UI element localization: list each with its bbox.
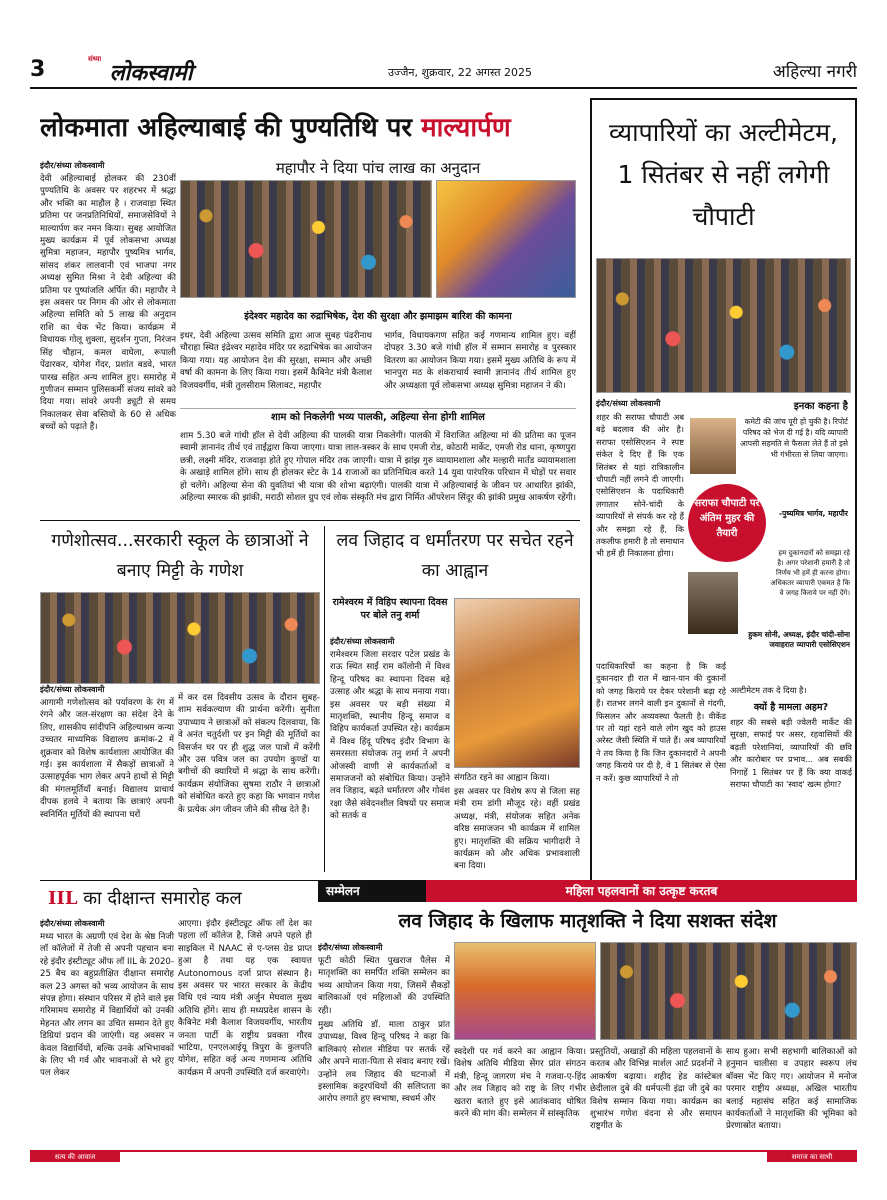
love-subhead: रामेश्वरम में विहिप स्थापना दिवस पर बोले तनु शर्मा — [332, 597, 448, 621]
lead-headline-accent: माल्यार्पण — [421, 113, 511, 143]
lead-photo-left — [180, 180, 432, 298]
love-photo — [454, 598, 580, 768]
love-col2: इस अवसर पर विशेष रूप से जिला सह मंत्री राम डांगी मौजूद रहे। वहीं प्रखंड अध्यक्ष, मंत्री, संयोजक सहित अनेक वरिष्ठ समाजजन भी कार्यक्रम में शामिल हुए। मातृशक्ति की सक्रिय भागीदारी ने कार्यक्रम को और अधिक प्रभावशाली बना दिया। — [454, 787, 580, 872]
traders-byline: इंदौर/संध्या लोकस्वामी — [596, 399, 661, 408]
footer-bar — [30, 1150, 857, 1162]
lead-sub2: शाम को निकलेगी भव्य पालकी, अहिल्या सेना होगी शामिल — [180, 408, 576, 426]
mahila-kicker: महिला पहलवानों का उत्कृष्ट करतब — [426, 880, 857, 902]
iil-col2: आएगा। इंदौर इंस्टीट्यूट ऑफ लॉ देश का पहला लॉ कॉलेज है, जिसे अपने पहले ही साइकिल में NAAC से ए-प्लस ग्रेड प्राप्त हुआ है तथा यह एक स्वायत्त Autonomous दर्जा प्राप्त संस्थान है। इस अवसर पर भारत सरकार के केंद्रीय विधि एवं न्याय मंत्री अर्जुन मेघवाल मुख्य अतिथि होंगे। साथ ही मध्यप्रदेश शासन के कैबिनेट मंत्री कैलाश विजयवर्गीय, भारतीय जनता पार्टी के राष्ट्रीय प्रवक्ता गौरव भाटिया, एनएलआईयू त्रिपुरा के कुलपति योगेश, सहित कई अन्य गणमान्य अतिथि कार्यक्रम में अपनी उपस्थिति दर्ज करवाएंगे। — [178, 919, 312, 1078]
love-caption: संगठित रहने का आह्वान किया। — [454, 773, 550, 783]
traders-quote1: कमेटी की जांच पूरी हो चुकी है। रिपोर्ट परिषद को भेज दी गई है। यदि व्यापारी आपसी सहमति से फैसला लेते हैं तो इसे भी गंभीरता से लिया जाएगा। — [740, 417, 848, 459]
section-title: अहिल्या नगरी — [772, 62, 857, 82]
iil-headline — [48, 884, 310, 914]
love-col1-wrap — [330, 636, 450, 872]
iil-col1-wrap — [40, 918, 174, 1144]
traders-president-photo — [688, 572, 738, 634]
lead-sub1: इंदेश्वर महादेव का रुद्राभिषेक, देश की सुरक्षा और झमाझम बारिश की कामना — [180, 308, 576, 326]
ganesh-col1: आगामी गणेशोत्सव को पर्यावरण के रंग में रंगने और जल-संरक्षण का संदेश देने के लिए, शासकीय सांदीपनि अहिल्याश्रम कन्या उच्चतर माध्यमिक विद्यालय क्रमांक-2 में शुक्रवार को विशेष कार्यशाला आयोजित की गई। इस कार्यशाला में सैकड़ों छात्राओं ने उत्साहपूर्वक भाग लेकर अपने हाथों से मिट्टी की मंगलमूर्तियाँ बनाई। विद्यालय प्राचार्य दीपक हलवे ने बताया कि छात्राएं अपनी स्वनिर्मित मूर्तियों की स्थापना घरों — [40, 698, 174, 820]
mahila-col3: प्रस्तुतियों, अखाड़ों की महिला पहलवानों के करतब और विभिन्न मार्शल आर्ट प्रदर्शनों ने आकर्षण बढ़ाया। शहीद हेड कांस्टेबल छेदीलाल दुबे की धर्मपत्नी इंद्रा जी दुबे का विशेष सम्मान किया गया। कार्यक्रम का शुभारंभ गणेश वंदना से और समापन राष्ट्रगीत के — [590, 1047, 722, 1132]
mahila-col2: स्वदेशी पर गर्व करने का आह्वान किया। विशेष अतिथि मीडिया सेंगर प्रांत संगठन मंत्री, हिन्दू जागरण मंच ने गजवा-ए-हिंद और लव जिहाद को राष्ट्र के लिए गंभीर खतरा बताते हुए इसे आतंकवाद घोषित करने की मांग की। सम्मेलन में सांस्कृतिक — [454, 1047, 586, 1120]
iil-col1: मध्य भारत के अग्रणी एवं देश के श्रेष्ठ निजी लॉ कॉलेजों में तेजी से अपनी पहचान बना रहे इंदौर इंस्टीट्यूट ऑफ लॉ IIL के 2020-25 बैच का बहुप्रतीक्षित दीक्षान्त समारोह कल 23 अगस्त को भव्य आयोजन के साथ संपन्न होगा। संस्थान परिसर में होने वाले इस गरिमामय समारोह में विद्यार्थियों को उनकी मेहनत और लगन का उचित सम्मान देते हुए डिग्रियां प्रदान की जाएंगी। यह अवसर न केवल विद्यार्थियों, बल्कि उनके अभिभावकों के लिए भी गर्व और भावनाओं से भरे हुए पल लेकर — [40, 932, 174, 1079]
iil-headline-text: का दीक्षान्त समारोह कल — [83, 888, 242, 909]
traders-quote-title: इनका कहना है — [793, 401, 848, 412]
traders-badge: सराफा चौपाटी पर अंतिम मुहर की तैयारी — [688, 484, 766, 562]
lead-photo-banner: महापौर ने दिया पांच लाख का अनुदान — [275, 159, 481, 177]
footer-left: सत्य की आवाज — [30, 1152, 120, 1162]
mahila-col1-wrap — [318, 942, 450, 1146]
masthead — [30, 55, 857, 89]
page-number: 3 — [30, 57, 46, 82]
love-col1: रामेश्वरम जिला सरदार पटेल प्रखंड के राऊ स्थित साईं राम कॉलोनी में विश्व हिन्दू परिषद का स्थापना दिवस बड़े उत्साह और श्रद्धा के साथ मनाया गया। इस अवसर पर बड़ी संख्या में मातृशक्ति, स्थानीय हिन्दू समाज व विहिप कार्यकर्ता उपस्थित रहे। कार्यक्रम में विश्व हिंदू परिषद इंदौर विभाग के समरसता संयोजक तनु शर्मा ने अपनी ओजस्वी वाणी से कार्यकर्ताओं व समाजजनों को संबोधित किया। उन्होंने लव जिहाद, बढ़ते धर्मांतरण और गोवंश रक्षा जैसे संवेदनशील विषयों पर समाज को सतर्क व — [330, 650, 450, 822]
iil-headline-acronym: IIL — [48, 888, 78, 909]
ganesh-byline: इंदौर/संध्या लोकस्वामी — [40, 685, 105, 694]
love-byline: इंदौर/संध्या लोकस्वामी — [330, 637, 395, 646]
mahila-photo-stage — [454, 942, 596, 1040]
lead-column — [40, 160, 176, 515]
traders-text1: शहर की सराफा चौपाटी अब बड़े बदलाव की ओर है। सराफा एसोसिएशन ने स्पष्ट संकेत दे दिए हैं कि एक सितंबर से यहां रात्रिकालीन चौपाटी नहीं लगने दी जाएगी। एसोसिएशन के पदाधिकारी लगातार सोने-चांदी के व्यापारियों से संपर्क कर रहे हैं और समझा रहे हैं, कि तकलीफ हमारी है तो समाधान भी हमें ही निकालना होगा। — [596, 412, 684, 559]
lead-sub1-right: भार्गव, विधायकगण सहित कई गणमान्य शामिल हुए। वहीं दोपहर 3.30 बजे गांधी हॉल में सम्मान समारोह व पुरस्कार वितरण का आयोजन किया गया। इसमें मुख्य अतिथि के रूप में भानपुरा मठ के शंकराचार्य स्वामी ज्ञानानंद तीर्थ शामिल हुए और अध्यक्षता पूर्व लोकसभा अध्यक्ष सुमित्रा महाजन ने की। — [384, 331, 576, 391]
lead-col1: देवी अहिल्याबाई होलकर की 230वीं पुण्यतिथि के अवसर पर शहरभर में श्रद्धा और भक्ति का माहौल है । राजवाड़ा स्थित प्रतिमा पर जनप्रतिनिधियों, समाजसेवियों ने माल्यार्पण कर नमन किया। सुबह आयोजित मुख्य कार्यक्रम में पूर्व लोकसभा अध्यक्ष सुमित्रा महाजन, महापौर पुष्यमित्र भार्गव, सांसद शंकर लालवानी एवं भाजपा नगर अध्यक्ष सुमित मिश्रा ने देवी अहिल्या की प्रतिमा पर पुष्पांजलि अर्पित की। महापौर ने इस अवसर पर निगम की ओर से लोकमाता अहिल्या समिति को 5 लाख की अनुदान राशि का चेक भेंट किया। कार्यक्रम में विधायक गोलू शुक्ला, सुदर्शन गुप्ता, निरंजन सिंह चौहान, कमल वाघेला, रूपाली पेंढारकर, योगेश गेंदर, प्रशांत बडवे, भारत पारख सहित अन्य शामिल हुए। समारोह में गुणीजन सम्मान पुलिसकर्मी संजय सांवरे को दिया गया। सांवरे अपनी ड्यूटी से समय निकालकर सेवा बस्तियों के 60 से अधिक बच्चों को पढ़ाते हैं। — [40, 174, 176, 433]
lead-headline-main: लोकमाता अहिल्याबाई की पुण्यतिथि पर — [40, 113, 422, 143]
lead-sub1-left: इधर, देवी अहिल्या उत्सव समिति द्वारा आज सुबह पंढरीनाथ चौराहा स्थित इंद्रेश्वर महादेव मंदिर पर रुद्राभिषेक का आयोजन किया गया। यह आयोजन देश की सुरक्षा, सम्मान और अच्छी वर्षा की कामना के लिए किया गया। इसमें कैबिनेट मंत्री कैलाश विजयवर्गीय, मंत्री तुलसीराम सिलावट, महापौर — [180, 331, 372, 391]
traders-quote1-by: -पुष्यमित्र भार्गव, महापौर — [778, 509, 848, 518]
ganesh-photo — [40, 592, 320, 684]
lead-byline: इंदौर/संध्या लोकस्वामी — [40, 161, 105, 170]
traders-subhead: क्यों है मामला अहम? — [753, 702, 829, 713]
mahila-col1: फूटी कोठी स्थित पुखराज पैलेस में मातृशक्ति का समर्पित शक्ति सम्मेलन का भव्य आयोजन किया गया, जिसमें सैकड़ों बालिकाओं एवं महिलाओं की उपस्थिति रही। — [318, 956, 450, 1016]
traders-text2: पदाधिकारियों का कहना है कि कई दुकानदार ही रात में खान-पान की दुकानों को जगह किराये पर देकर परेशानी बढ़ा रहे हैं। रातभर लगने वाली इन दुकानों से गंदगी, फिसलन और अव्यवस्था फैलती है। वीकेंड पर तो यहां रहने वाले लोग खुद को हाउस अरेस्ट जैसी स्थिति में पाते हैं। अब व्यापारियों ने तय किया है कि जिन दुकानदारों ने अपनी जगह किराये पर दी है, वे 1 सितंबर से ऐसा न करें। कुछ व्यापारियों ने तो — [596, 661, 726, 783]
lead-photo-right — [436, 180, 576, 298]
traders-quote2: हम दुकानदारों को समझा रहे है। अगर परेशानी हमारी है तो निर्णय भी हमें ही करना होगा। अधिकतर व्यापारी एकमत है कि वे जगह किराये पर नहीं देंगे। — [770, 549, 850, 597]
traders-quote2-by: हुकम सोनी, अध्यक्ष, इंदौर चांदी-सोना जवाहरात व्यापारी एसोसिएशन — [748, 630, 850, 649]
mahila-col1b: मुख्य अतिथि डॉ. माला ठाकुर प्रांत उपाध्यक्ष, विश्व हिन्दू परिषद ने कहा कि बालिकाएं सोशल मीडिया पर सतर्क रहें और अपने माता-पिता से संवाद बनाए रखें। उन्होंने लव जिहाद की घटनाओं में इस्लामिक कट्टरपंथियों की सलिप्तता का आरोप लगाते हुए स्वभाषा, स्वधर्म और — [318, 1020, 450, 1105]
ganesh-headline: गणेशोत्सव...सरकारी स्कूल के छात्राओं ने बनाए मिट्टी के गणेश — [51, 531, 309, 581]
dateline: उज्जैन, शुक्रवार, 22 अगस्त 2025 — [387, 66, 533, 79]
mahila-byline: इंदौर/संध्या लोकस्वामी — [318, 943, 383, 952]
traders-headline: व्यापारियों का अल्टीमेटम, 1 सितंबर से नहीं लगेगी चौपाटी — [609, 118, 838, 231]
iil-byline: इंदौर/संध्या लोकस्वामी — [40, 919, 105, 928]
ganesh-col1-wrap — [40, 684, 174, 874]
divider-mid — [40, 520, 580, 521]
lead-sub2-text: शाम 5.30 बजे गांधी हॉल से देवी अहिल्या की पालकी यात्रा निकलेगी। पालकी में विराजित अहिल्या मां की प्रतिमा का पूजन स्वामी ज्ञानानंद तीर्थ एवं ताईंद्वारा किया जाएगा। यात्रा लाल-त्रस्कर के साथ एमजी रोड, कोठारी मार्केट, एमजी रोड थाना, कृष्णपुरा छत्री, लक्ष्मी मंदिर, राजवाड़ा होते हुए गोपाल मंदिर तक जाएगी। यात्रा में झांझ गुरु व्यायामशाला और मल्हारी मार्तंड व्यायामशाला के अखाड़े शामिल होंगे। साथ ही होलकर स्टेट के 14 राजाओं का प्रतिनिधित्व करते 14 युवा पारंपरिक परिधान में घोड़ों पर सवार हो चलेंगे। अहिल्या सेना की युवतियां भी यात्रा की शोभा बढ़ाएंगी। पालकी यात्रा में अहिल्याबाई के जीवन पर आधारित झांकी, अहिल्या स्मारक की झांकी, मराठी सोशल ग्रुप एवं लोक संस्कृति मंच द्वारा निर्मित ऑपरेशन सिंदूर की झांकी प्रमुख आकर्षण रहेंगी। — [180, 431, 576, 504]
lead-headline — [40, 106, 575, 154]
logo: लोकस्वामी — [109, 61, 193, 86]
mahila-photo-crowd — [600, 942, 857, 1040]
traders-text1-col — [596, 398, 684, 660]
divider-v — [324, 526, 325, 872]
traders-photo — [596, 258, 851, 393]
mahila-tag: सम्मेलन — [318, 880, 426, 902]
traders-text4: शहर की सबसे बड़ी ज्वेलरी मार्केट की सुरक्षा, सफाई पर असर, रहवासियों की बढ़ती परेशानियां, व्यापारियों की छवि और कारोबार पर प्रभाव... अब सबकी निगाहें 1 सितंबर पर हैं कि क्या वाकई सराफा चौपाटी का 'स्वाद' खत्म होगा? — [730, 717, 852, 790]
mahila-headline: लव जिहाद के खिलाफ मातृशक्ति ने दिया सशक्त संदेश — [398, 910, 777, 932]
logo-small: संध्या — [88, 55, 102, 63]
mahila-col4: साथ हुआ। सभी सहभागी बालिकाओं को हनुमान चालीसा व उपहार स्वरूप लंच बॉक्स भेंट किए गए। आयोजन में मनोज परमार राष्ट्रीय अध्यक्ष, अखिल भारतीय बलाई महासंघ सहित कई सामाजिक कार्यकर्ताओं ने मातृशक्ति की भूमिका को प्रेरणास्रोत बताया। — [726, 1047, 857, 1132]
traders-text3: अल्टीमेटम तक दे दिया है। — [730, 685, 807, 695]
traders-mayor-photo — [690, 418, 736, 474]
love-headline: लव जिहाद व धर्मांतरण पर सचेत रहने का आह्वान — [336, 531, 574, 581]
footer-right: समाज का साथी — [767, 1152, 857, 1162]
ganesh-col2: में कर दस दिवसीय उत्सव के दौरान सुबह-शाम सर्वकल्याण की प्रार्थना करेंगी। सुनीता उपाध्याय ने छात्राओं को संकल्प दिलवाया, कि वे अनंत चतुर्दशी पर इन मिट्टी की मूर्तियों का विसर्जन घर पर ही शुद्ध जल पात्रों में करेंगी और उस पवित्र जल का उपयोग कुण्डों या बगीचों की क्यारियों में श्रद्धा के साथ करेंगी। कार्यक्रम संयोजिका सुषमा राठौर ने छात्राओं को संबोधित करते हुए कहा कि भगवान गणेश के प्रत्येक अंग जीवन जीने की सीख देते हैं। — [178, 693, 320, 815]
